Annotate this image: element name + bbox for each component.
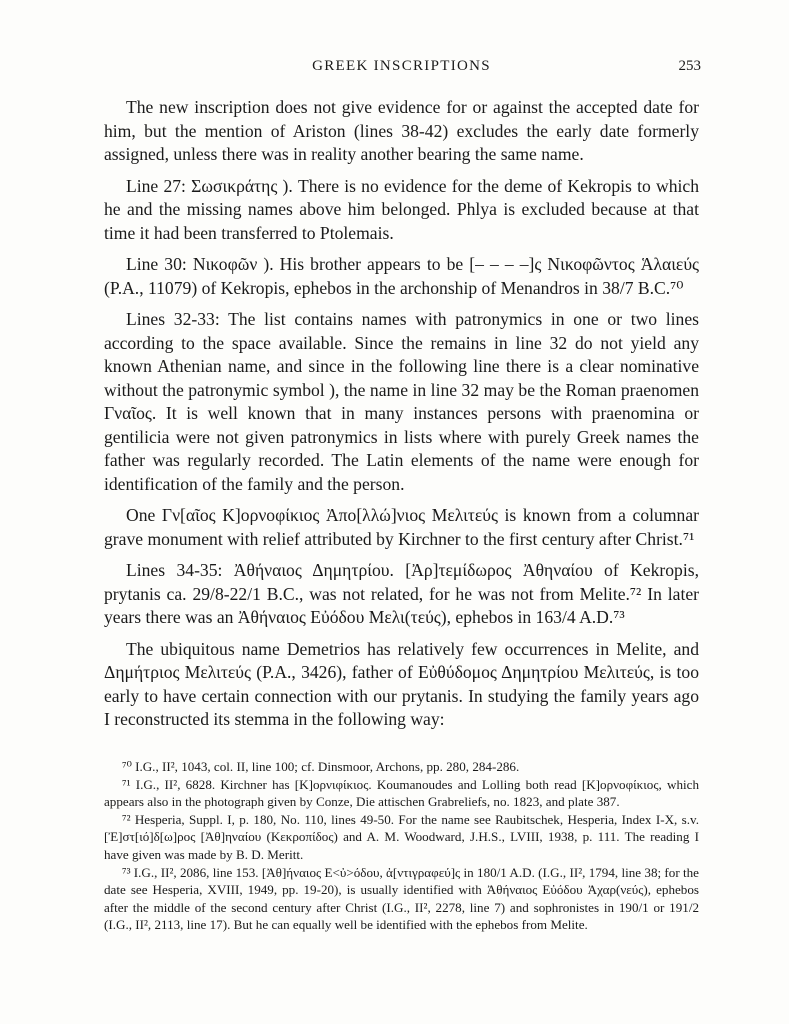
paragraph-ariston: The new inscription does not give evidence for or against the accepted date for him, but the mention of Ariston (lines 38-42) excludes the early date formerly assigned, unless there was in reality another bearing the same name. xyxy=(104,97,699,164)
paragraph-lines-32-33: Lines 32-33: The list contains names with patronymics in one or two lines according to the space available. Since the remains in line 32 do not yield any known Athenian name, and since in the following line there is a clear nominative without the patronymic symbol ), the name in line 32 may be the Roman praenomen Γναῖος. It is well known that in many instances persons with praenomina or gentilicia were not given patronymics in lists where with purely Greek names the father was regularly recorded. The Latin elements of the name were enough for identification of the family and the person. xyxy=(104,309,699,494)
paragraph-line-27: Line 27: Σωσικράτης ). There is no evidence for the deme of Kekropis to which he and the missing names above him belonged. Phlya is excluded because at that time it had been transferred to Ptolemais. xyxy=(104,175,699,243)
footnote-72: ⁷² Hesperia, Suppl. I, p. 180, No. 110, lines 49-50. For the name see Raubitschek, Hesperia, Index I-X, s.v. [Ἐ]στ[ιό]δ[ω]ρος [Ἀθ]ηναίου (Κεκροπίδος) and A. M. Woodward, J.H.S., LVIII, 1938, p. 111. The reading I have given was made by B. D. Meritt. xyxy=(104,811,699,862)
paragraph-grave-monument: One Γν[αῖος Κ]ορνοφίκιος Ἀπο[λλώ]νιος Μελιτεύς is known from a columnar grave monument with relief attributed by Kirchner to the first century after Christ.⁷¹ xyxy=(104,505,699,549)
running-head xyxy=(104,58,699,80)
running-title: GREEK INSCRIPTIONS xyxy=(312,58,491,74)
paragraph-lines-34-35: Lines 34-35: Ἀθήναιος Δημητρίου. [Ἀρ]τεμίδωρος Ἀθηναίου of Kekropis, prytanis ca. 29/8-22/1 B.C., was not related, for he was not from Melite.⁷² In later years there was an Ἀθήναιος Εὐόδου Μελι(τεύς), ephebos in 163/4 A.D.⁷³ xyxy=(104,560,699,627)
footnote-73: ⁷³ I.G., II², 2086, line 153. [Ἀθ]ήναιος Ε<ὐ>όδου, ἀ[ντιγραφεύ]ς in 180/1 A.D. (I.G., II², 1794, line 38; for the date see Hesperia, XVIII, 1949, pp. 19-20), is usually identified with Ἀθήναιος Εὐόδου Ἀχαρ(νεύς), ephebos after the middle of the second century after Christ (I.G., II², 2278, line 7) and sophronistes in 190/1 or 191/2 (I.G., II², 2113, line 17). But he can equally well be identified with the ephebos from Melite. xyxy=(104,864,699,933)
footnotes xyxy=(104,758,699,934)
paragraph-line-30: Line 30: Νικοφῶν ). His brother appears to be [– – – –]ς Νικοφῶντος Ἁλαιεύς (P.A., 11079) of Kekropis, ephebos in the archonship of Menandros in 38/7 B.C.⁷⁰ xyxy=(104,254,699,298)
paragraph-demetrios: The ubiquitous name Demetrios has relatively few occurrences in Melite, and Δημήτριος Μελιτεύς (P.A., 3426), father of Εὐθύδομος Δημητρίου Μελιτεύς, is too early to have certain connection with our prytanis. In studying the family years ago I reconstructed its stemma in the following way: xyxy=(104,638,699,729)
page-number: 253 xyxy=(678,58,701,74)
footnote-71: ⁷¹ I.G., II², 6828. Kirchner has [Κ]ορνιφίκιος. Koumanoudes and Lolling both read [Κ]ορνοφίκιος, which appears also in the photograph given by Conze, Die attischen Grabreliefs, no. 1823, and plate 387. xyxy=(104,776,699,810)
body-text xyxy=(104,96,699,732)
footnote-70: ⁷⁰ I.G., II², 1043, col. II, line 100; cf. Dinsmoor, Archons, pp. 280, 284-286. xyxy=(122,759,520,774)
